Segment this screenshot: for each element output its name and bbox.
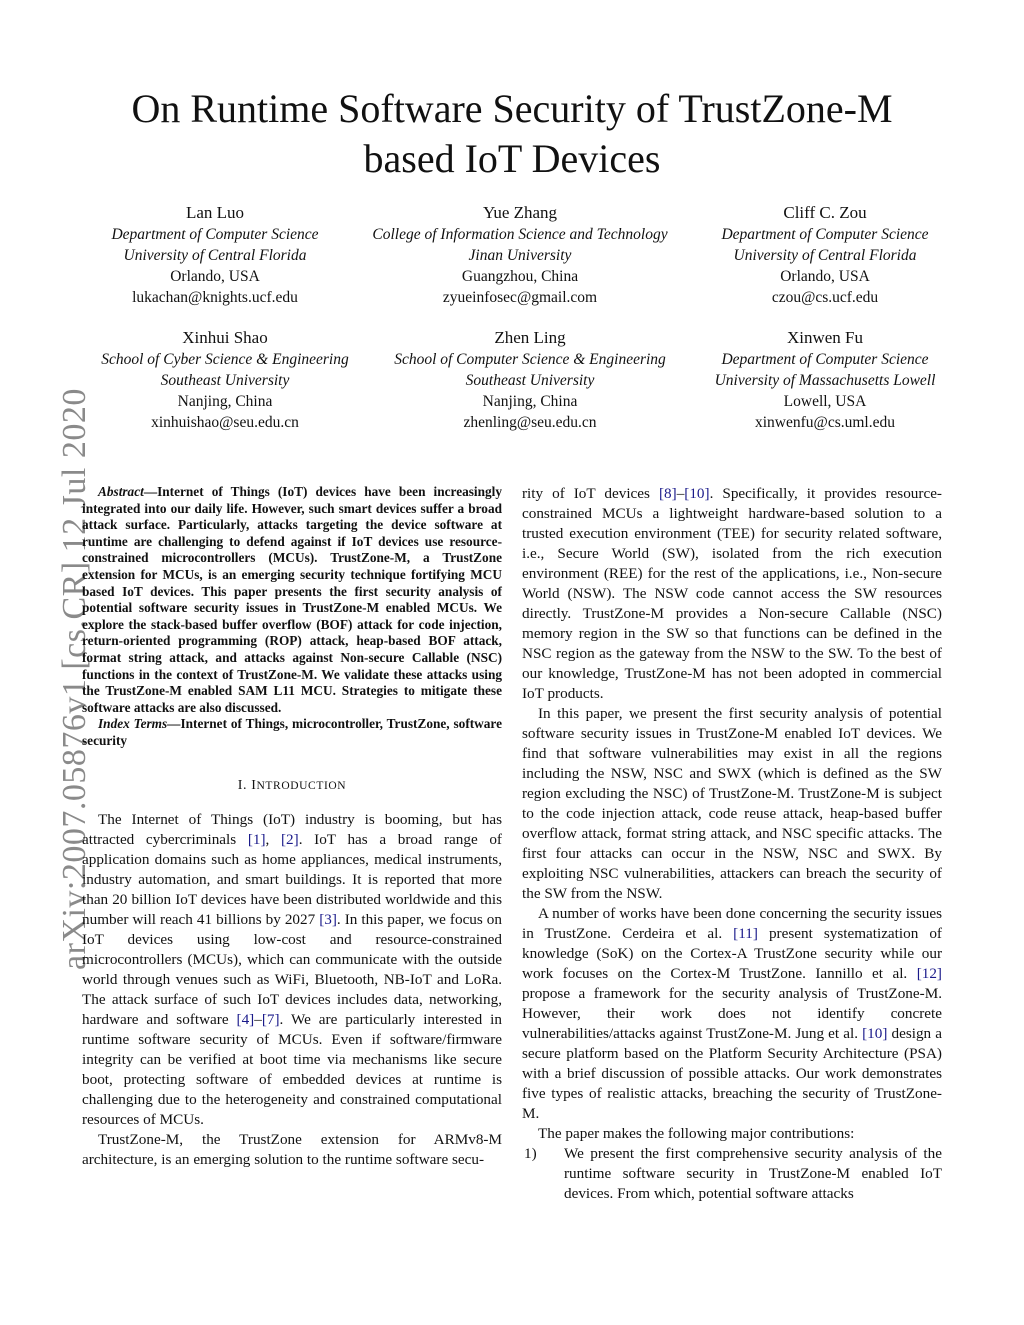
citation-link[interactable]: [8] (658, 485, 677, 502)
text-run: A number of works have been done concerning the security issues in TrustZone. Cerdeira et al. (522, 905, 942, 942)
citation-link[interactable]: [4] (236, 1010, 255, 1028)
intro-paragraph-5: The paper makes the following major contributions: (538, 1125, 855, 1142)
citation-link[interactable]: [2] (280, 830, 299, 848)
intro-paragraph-4 (522, 904, 942, 1124)
author-department: School of Computer Science & Engineering (394, 351, 666, 368)
arxiv-identifier: arXiv:2007.05876v1 [cs.CR] 12 Jul 2020 (56, 388, 93, 970)
text-run: design a secure platform based on the Platform Security Architecture (PSA) with a brief discussion of possible attacks. Our work demonstrates five types of realistic attacks, breaching the security of TrustZone-M. (522, 1025, 942, 1122)
text-run: , (265, 830, 281, 848)
citation-link[interactable]: [11] (733, 925, 758, 942)
author-block (690, 202, 960, 308)
text-run: . We are particularly interested in runtime software security of MCUs. Even if software/firmware integrity can be verified at boot time via mechanisms like secure boot, protecting software of embedded devices at runtime is challenging due to the heterogeneity and constrained computational resources of MCUs. (82, 1010, 502, 1128)
text-run: – (254, 1010, 262, 1028)
author-department: Department of Computer Science (721, 351, 929, 368)
author-department: School of Cyber Science & Engineering (101, 351, 349, 368)
author-block (375, 327, 685, 433)
index-terms-label: Index Terms (98, 716, 168, 732)
contribution-item (522, 1144, 942, 1204)
author-location: Guangzhou, China (461, 268, 579, 285)
author-email: xinhuishao@seu.edu.cn (151, 414, 299, 431)
author-block (80, 202, 350, 308)
author-location: Lowell, USA (783, 393, 867, 410)
author-institution: Jinan University (468, 247, 572, 264)
abstract-label: Abstract (98, 484, 144, 499)
abstract-text: —Internet of Things (IoT) devices have been increasingly integrated into our daily life. However, such smart devices suffer a broad attack surface. Particularly, attacks targeting the device software at runtime are challenging to defend against if IoT devices use resource-constrained microcontrollers (MCUs). TrustZone-M, a TrustZone extension for MCUs, is an emerging security technique fortifying MCU based IoT devices. This paper presents the first security analysis of potential software security issues in TrustZone-M enabled MCUs. We explore the stack-based buffer overflow (BOF) attack for code injection, return-oriented programming (ROP) attack, heap-based BOF attack, format string attack, and attacks against Non-secure Callable (NSC) functions in the context of TrustZone-M. We validate these attacks using the TrustZone-M enabled SAM L11 MCU. Strategies to mitigate these software attacks are also discussed. (82, 484, 502, 715)
title-line-1: On Runtime Software Security of TrustZone-M (131, 86, 893, 131)
text-run: rity of IoT devices (522, 485, 659, 502)
arxiv-side-stamp (38, 370, 93, 970)
author-institution: Southeast University (160, 372, 290, 389)
text-run: propose a framework for the security analysis of TrustZone-M. However, their work does not identify concrete vulnerabilities/attacks against TrustZone-M. Jung et al. (522, 985, 942, 1042)
text-run: present systematization of knowledge (SoK) on the Cortex-A TrustZone security while our work focuses on the Cortex-M TrustZone. Iannillo et al. (522, 925, 942, 982)
index-terms-text: —Internet of Things, microcontroller, TrustZone, software security (82, 716, 502, 748)
left-column (82, 484, 502, 1170)
author-name: Yue Zhang (482, 203, 558, 222)
author-name: Cliff C. Zou (783, 203, 867, 222)
section-title-first: I (251, 777, 257, 793)
author-row-2 (80, 327, 960, 433)
author-department: Department of Computer Science (111, 226, 319, 243)
section-heading-introduction (82, 776, 502, 796)
author-institution: University of Massachusetts Lowell (714, 372, 936, 389)
author-department: Department of Computer Science (721, 226, 929, 243)
author-name: Xinhui Shao (182, 328, 268, 347)
text-run: . In this paper, we focus on IoT devices using low-cost and resource-constrained microcontrollers (MCUs), which can communicate with the outside world through venues such as WiFi, Bluetooth, NB-IoT and LoRa. The attack surface of such IoT devices includes data, networking, hardware and software (82, 910, 502, 1028)
author-name: Zhen Ling (494, 328, 566, 347)
abstract (82, 484, 502, 716)
intro-paragraph-1 (82, 810, 502, 1130)
citation-link[interactable]: [10] (684, 485, 710, 502)
author-location: Orlando, USA (780, 268, 870, 285)
intro-paragraph-2: TrustZone-M, the TrustZone extension for ARMv8-M architecture, is an emerging solution to the runtime software secu- (82, 1130, 502, 1168)
citation-link[interactable]: [1] (247, 830, 266, 848)
author-location: Nanjing, China (482, 393, 578, 410)
citation-link[interactable]: [10] (862, 1025, 888, 1042)
section-numeral: I. (237, 777, 252, 793)
text-run: – (676, 485, 685, 502)
author-email: zhenling@seu.edu.cn (463, 414, 597, 431)
author-institution: University of Central Florida (733, 247, 917, 264)
title-line-2: based IoT Devices (363, 136, 661, 181)
author-institution: University of Central Florida (123, 247, 307, 264)
author-row-1 (80, 202, 960, 308)
citation-link[interactable]: [7] (261, 1010, 280, 1028)
author-institution: Southeast University (465, 372, 595, 389)
author-location: Nanjing, China (177, 393, 273, 410)
citation-link[interactable]: [12] (916, 965, 942, 982)
contribution-text: We present the first comprehensive security analysis of the runtime software security in TrustZone-M enabled IoT devices. From which, potential software attacks (564, 1145, 942, 1202)
citation-link[interactable]: [3] (319, 910, 337, 928)
section-title-rest: NTRODUCTION (256, 779, 347, 792)
index-terms (82, 716, 502, 749)
author-name: Xinwen Fu (786, 328, 864, 347)
contribution-number: 1) (524, 1145, 537, 1162)
intro-paragraph-3: In this paper, we present the first security analysis of potential software security issues in TrustZone-M enabled IoT devices. We find that software vulnerabilities may exist in all the regions including the NSW, NSC and SWX (which is defined as the SW region excluding the NSC) of TrustZone-M. TrustZone-M is subject to the code injection attack, code reuse attack, heap-based buffer overflow attack, format string attack, and NSC specific attacks. The first four attacks can occur in the NSW, NSC and SWX. By exploiting NSC vulnerabilities, attackers can breach the security of the SW from the NSW. (522, 705, 942, 902)
intro-paragraph-2-cont (522, 484, 942, 704)
author-name: Lan Luo (185, 203, 245, 222)
author-department: College of Information Science and Technology (372, 226, 668, 243)
author-block (80, 327, 370, 433)
text-run: . IoT has a broad range of application domains such as home appliances, medical instruments, industry automation, and smart buildings. It is reported that more than 20 billion IoT devices have been distributed worldwide and this number will reach 41 billions by 2027 (82, 830, 502, 928)
author-block (355, 202, 685, 308)
author-email: czou@cs.ucf.edu (771, 289, 879, 306)
author-email: lukachan@knights.ucf.edu (132, 289, 298, 306)
right-column (522, 484, 942, 1204)
author-location: Orlando, USA (170, 268, 260, 285)
text-run: The Internet of Things (IoT) industry is booming, but has attracted cybercriminals (82, 810, 502, 848)
text-run: . Specifically, it provides resource-constrained MCUs a lightweight hardware-based solution to a trusted execution environment (TEE) for security related software, i.e., Secure World (SW), isolated from the rich execution environment (REE) for the rest of the applications, i.e., Non-secure World (NSW). The NSW code cannot access the SW resources directly. TrustZone-M provides a Non-secure Callable (NSC) memory region in the SW so that functions can be defined in the NSC region as the gateway from the NSW to the SW. To the best of our knowledge, TrustZone-M has not been adopted in commercial IoT products. (522, 485, 942, 702)
author-block (690, 327, 960, 433)
author-email: zyueinfosec@gmail.com (442, 289, 598, 306)
paper-title (100, 84, 924, 184)
author-email: xinwenfu@cs.uml.edu (755, 414, 895, 431)
